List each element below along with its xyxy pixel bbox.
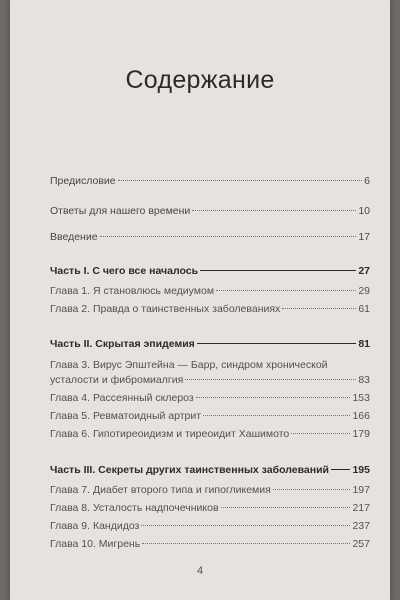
dot-leader (221, 507, 351, 508)
dot-leader (118, 180, 363, 181)
dot-leader (141, 525, 350, 526)
dot-leader (100, 236, 357, 237)
toc-entry-preface: Предисловие 6 (50, 175, 370, 187)
toc-part-1: Часть I. С чего все началось 27 (50, 265, 370, 277)
dot-leader (273, 489, 351, 490)
dot-leader (185, 379, 356, 380)
toc-chapter-1: Глава 1. Я становлюсь медиумом 29 (50, 285, 370, 297)
page-number: 4 (196, 565, 204, 577)
dot-leader (291, 433, 350, 434)
toc-chapter-9: Глава 9. Кандидоз 237 (50, 520, 370, 532)
toc-chapter-4: Глава 4. Рассеянный склероз 153 (50, 392, 370, 404)
toc-chapter-7: Глава 7. Диабет второго типа и гипогликемия 197 (50, 484, 370, 496)
dot-leader (282, 308, 356, 309)
toc-chapter-6: Глава 6. Гипотиреоидизм и тиреоидит Хашимото 179 (50, 428, 370, 440)
toc-entry-answers: Ответы для нашего времени 10 (50, 205, 370, 217)
toc-entry-introduction: Введение 17 (50, 231, 370, 243)
toc-chapter-8: Глава 8. Усталость надпочечников 217 (50, 502, 370, 514)
dot-leader (192, 210, 356, 211)
dot-leader (196, 397, 351, 398)
toc-chapter-3-line1: Глава 3. Вирус Эпштейна — Барр, синдром хронической (50, 359, 328, 371)
toc-chapter-10: Глава 10. Мигрень 257 (50, 538, 370, 550)
solid-leader (200, 270, 356, 271)
toc-part-2: Часть II. Скрытая эпидемия 81 (50, 338, 370, 350)
toc-chapter-5: Глава 5. Ревматоидный артрит 166 (50, 410, 370, 422)
page-title: Содержание (125, 66, 275, 94)
toc-chapter-2: Глава 2. Правда о таинственных заболеваниях 61 (50, 303, 370, 315)
solid-leader (197, 343, 357, 344)
toc-part-3: Часть III. Секреты других таинственных заболеваний 195 (50, 464, 370, 476)
toc-chapter-3: усталости и фибромиалгия 83 (50, 374, 370, 386)
dot-leader (216, 290, 356, 291)
solid-leader (331, 469, 350, 470)
dot-leader (203, 415, 350, 416)
book-page (10, 0, 390, 600)
dot-leader (142, 543, 350, 544)
